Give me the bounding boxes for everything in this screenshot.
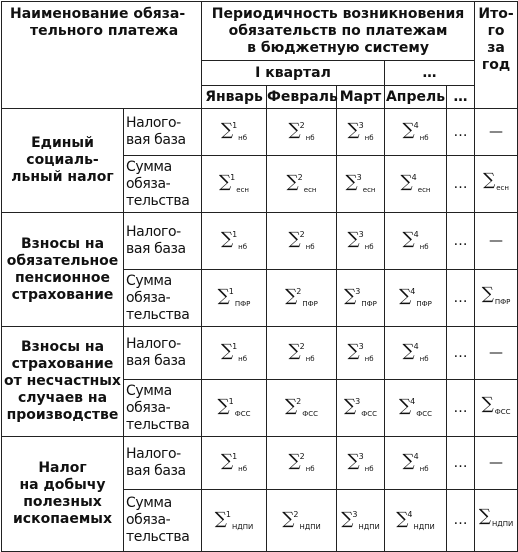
row-label-obligation-line-2: обяза- bbox=[126, 512, 171, 528]
dash-cell: — bbox=[475, 213, 518, 270]
sigma-subscript: нб bbox=[419, 355, 429, 363]
sigma-superscript: 3 bbox=[356, 173, 362, 182]
header-total-line-4: год bbox=[481, 57, 511, 73]
sigma-superscript: 4 bbox=[410, 397, 416, 406]
dash-cell: — bbox=[475, 109, 518, 156]
obligation-sum-1 bbox=[202, 380, 267, 437]
group-name-4-line-1: Налог bbox=[38, 460, 87, 476]
tax-base-sum-1 bbox=[202, 213, 267, 270]
row-label-obligation-line-1: Сумма bbox=[126, 495, 172, 511]
obligation-sum-3 bbox=[337, 156, 385, 213]
group-name-4-line-2: на добычу bbox=[19, 477, 106, 493]
sigma-subscript: ФСС bbox=[416, 410, 433, 418]
header-total-line-1: Ито- bbox=[478, 6, 514, 22]
sigma-subscript: ФСС bbox=[234, 410, 251, 418]
payments-table bbox=[1, 1, 518, 552]
tax-base-sum-2 bbox=[267, 437, 337, 490]
row-label-tax-base bbox=[124, 437, 202, 490]
sigma-superscript: 1 bbox=[225, 509, 232, 519]
sigma-subscript: нб bbox=[419, 243, 429, 251]
sigma-symbol: ∑ bbox=[481, 283, 494, 304]
row-label-obligation bbox=[124, 380, 202, 437]
row-label-obligation-line-2: обяза- bbox=[126, 289, 171, 306]
table-row bbox=[2, 109, 518, 156]
sigma-symbol: ∑ bbox=[288, 229, 301, 249]
row-label-tax-base-line-2: вая база bbox=[126, 463, 186, 479]
obligation-sum-1 bbox=[202, 156, 267, 213]
sigma-superscript: 3 bbox=[358, 230, 364, 239]
tax-base-sum-4 bbox=[385, 437, 447, 490]
sigma-symbol: ∑ bbox=[220, 229, 234, 249]
sigma-superscript: 1 bbox=[232, 452, 238, 461]
sigma-symbol: ∑ bbox=[217, 396, 230, 416]
sigma-subscript: ФСС bbox=[302, 410, 319, 418]
group-name-4-line-4: ископаемых bbox=[13, 511, 112, 527]
sigma-superscript: 1 bbox=[232, 230, 238, 239]
tax-base-sum-2 bbox=[267, 213, 337, 270]
obligation-sum-3 bbox=[337, 490, 385, 552]
sigma-subscript: есн bbox=[236, 186, 249, 194]
row-label-tax-base-line-1: Налого- bbox=[126, 446, 181, 462]
sigma-superscript: 4 bbox=[413, 121, 419, 130]
sigma-superscript: 3 bbox=[352, 509, 358, 519]
ellipsis-cell: … bbox=[447, 380, 475, 437]
tax-base-sum-4 bbox=[385, 327, 447, 380]
sigma-subscript: ПФР bbox=[361, 300, 377, 308]
group-name-4-line-3: полезных bbox=[23, 494, 102, 510]
row-label-tax-base-line-1: Налого- bbox=[126, 115, 181, 131]
sigma-symbol: ∑ bbox=[402, 451, 415, 471]
sigma-superscript: 1 bbox=[232, 342, 238, 351]
row-label-tax-base-line-1: Налого- bbox=[126, 336, 181, 352]
obligation-sum-1 bbox=[202, 270, 267, 327]
row-label-tax-base bbox=[124, 213, 202, 270]
group-name-2-line-2: обязательное bbox=[6, 252, 119, 269]
sigma-superscript: 3 bbox=[358, 342, 364, 351]
sigma-superscript: 2 bbox=[296, 287, 302, 296]
row-label-obligation-line-1: Сумма bbox=[126, 382, 172, 399]
header-periodicity-line-3: в бюджетную систему bbox=[247, 40, 429, 56]
header-name-line-2: тельного платежа bbox=[30, 23, 179, 39]
annual-total-sum bbox=[475, 380, 518, 437]
annual-total-sum bbox=[475, 156, 518, 213]
header-month-jan: Январь bbox=[202, 86, 267, 109]
sigma-symbol: ∑ bbox=[220, 341, 234, 361]
row-label-obligation-line-3: тельства bbox=[126, 416, 190, 433]
obligation-sum-4 bbox=[385, 490, 447, 552]
tax-base-sum-2 bbox=[267, 109, 337, 156]
group-name-2-line-1: Взносы на bbox=[20, 235, 105, 252]
tax-base-sum-1 bbox=[202, 437, 267, 490]
obligation-sum-2 bbox=[267, 490, 337, 552]
group-name-3 bbox=[2, 327, 124, 437]
sigma-superscript: 2 bbox=[299, 342, 305, 351]
group-name-4 bbox=[2, 437, 124, 552]
sigma-symbol: ∑ bbox=[347, 451, 360, 471]
sigma-symbol: ∑ bbox=[288, 451, 301, 471]
tax-base-sum-4 bbox=[385, 109, 447, 156]
sigma-superscript: 3 bbox=[355, 397, 361, 406]
sigma-symbol: ∑ bbox=[343, 396, 357, 416]
sigma-subscript: НДПИ bbox=[413, 522, 435, 531]
sigma-subscript: нб bbox=[364, 465, 374, 473]
sigma-symbol: ∑ bbox=[220, 451, 234, 471]
sigma-symbol: ∑ bbox=[288, 341, 301, 361]
sigma-subscript: ФСС bbox=[361, 410, 378, 418]
ellipsis-cell: … bbox=[447, 109, 475, 156]
header-periodicity bbox=[202, 2, 475, 61]
row-label-obligation bbox=[124, 490, 202, 552]
dash-cell: — bbox=[475, 327, 518, 380]
row-label-obligation-line-3: тельства bbox=[126, 306, 190, 323]
sigma-symbol: ∑ bbox=[219, 172, 232, 192]
tax-base-sum-1 bbox=[202, 109, 267, 156]
tax-base-sum-3 bbox=[337, 109, 385, 156]
table-row bbox=[2, 327, 518, 380]
header-quarter-more: … bbox=[385, 61, 475, 86]
row-label-obligation bbox=[124, 156, 202, 213]
group-name-3-line-3: от несчастных bbox=[4, 373, 121, 389]
row-label-tax-base bbox=[124, 109, 202, 156]
sigma-subscript: нб bbox=[305, 355, 315, 363]
sigma-symbol: ∑ bbox=[285, 286, 298, 306]
group-name-3-line-1: Взносы на bbox=[20, 339, 105, 355]
obligation-sum-1 bbox=[202, 490, 267, 552]
obligation-sum-4 bbox=[385, 270, 447, 327]
sigma-superscript: 4 bbox=[413, 230, 419, 239]
ellipsis-cell: … bbox=[447, 213, 475, 270]
sigma-subscript: есн bbox=[362, 186, 376, 194]
sigma-symbol: ∑ bbox=[399, 286, 412, 306]
row-label-tax-base bbox=[124, 327, 202, 380]
tax-base-sum-4 bbox=[385, 213, 447, 270]
sigma-symbol: ∑ bbox=[398, 396, 412, 416]
sigma-symbol: ∑ bbox=[402, 229, 415, 249]
sigma-subscript: НДПИ bbox=[358, 522, 380, 531]
sigma-symbol: ∑ bbox=[347, 229, 360, 249]
sigma-subscript: есн bbox=[417, 186, 431, 194]
sigma-subscript: НДПИ bbox=[299, 522, 321, 531]
ellipsis-cell: … bbox=[447, 437, 475, 490]
ellipsis-cell: … bbox=[447, 490, 475, 552]
row-label-obligation-line-2: обяза- bbox=[126, 399, 171, 416]
row-label-tax-base-line-1: Налого- bbox=[126, 224, 181, 240]
sigma-symbol: ∑ bbox=[214, 508, 227, 529]
sigma-subscript: нб bbox=[238, 134, 248, 142]
obligation-sum-3 bbox=[337, 270, 385, 327]
group-name-3-line-5: производстве bbox=[6, 407, 119, 423]
sigma-subscript: есн bbox=[303, 186, 317, 194]
tax-base-sum-2 bbox=[267, 327, 337, 380]
sigma-superscript: 2 bbox=[299, 121, 305, 130]
ellipsis-cell: … bbox=[447, 156, 475, 213]
header-periodicity-line-1: Периодичность возникновения bbox=[211, 6, 465, 22]
sigma-symbol: ∑ bbox=[286, 172, 299, 192]
sigma-subscript: нб bbox=[419, 134, 429, 142]
sigma-superscript: 2 bbox=[299, 230, 305, 239]
group-name-2-line-4: страхование bbox=[11, 286, 114, 303]
obligation-sum-3 bbox=[337, 380, 385, 437]
group-name-3-line-4: случаев на bbox=[17, 390, 108, 406]
sigma-symbol: ∑ bbox=[478, 506, 491, 526]
sigma-symbol: ∑ bbox=[217, 286, 230, 306]
sigma-symbol: ∑ bbox=[400, 172, 413, 192]
obligation-sum-2 bbox=[267, 156, 337, 213]
sigma-superscript: 2 bbox=[293, 509, 299, 519]
group-name-3-line-2: страхование bbox=[11, 356, 114, 372]
sigma-symbol: ∑ bbox=[481, 393, 494, 414]
row-label-tax-base-line-2: вая база bbox=[126, 353, 186, 369]
row-label-obligation-line-3: тельства bbox=[126, 529, 190, 545]
obligation-sum-4 bbox=[385, 380, 447, 437]
sigma-subscript: нб bbox=[238, 243, 248, 251]
header-quarter-1: I квартал bbox=[202, 61, 385, 86]
sigma-superscript: 2 bbox=[299, 452, 305, 461]
row-label-obligation-line-1: Сумма bbox=[126, 272, 172, 289]
sigma-symbol: ∑ bbox=[347, 120, 360, 140]
sigma-superscript: 4 bbox=[410, 287, 416, 296]
sigma-symbol: ∑ bbox=[220, 120, 234, 140]
sigma-subscript: нб bbox=[238, 355, 248, 363]
row-label-tax-base-line-2: вая база bbox=[126, 241, 186, 257]
sigma-subscript: ПФР bbox=[494, 297, 511, 306]
group-name-1-line-2: льный налог bbox=[11, 169, 114, 185]
header-total bbox=[475, 2, 518, 109]
sigma-superscript: 4 bbox=[407, 509, 413, 519]
table-row bbox=[2, 437, 518, 490]
sigma-symbol: ∑ bbox=[344, 286, 357, 306]
sigma-subscript: нб bbox=[305, 134, 315, 142]
header-month-mar: Март bbox=[337, 86, 385, 109]
sigma-subscript: нб bbox=[364, 134, 374, 142]
sigma-symbol: ∑ bbox=[483, 169, 496, 190]
obligation-sum-2 bbox=[267, 270, 337, 327]
sigma-superscript: 1 bbox=[228, 287, 234, 296]
row-label-tax-base-line-2: вая база bbox=[126, 132, 186, 148]
sigma-symbol: ∑ bbox=[396, 508, 409, 529]
tax-base-sum-3 bbox=[337, 327, 385, 380]
sigma-superscript: 3 bbox=[358, 452, 364, 461]
sigma-symbol: ∑ bbox=[347, 341, 360, 361]
obligation-sum-4 bbox=[385, 156, 447, 213]
tax-base-sum-3 bbox=[337, 437, 385, 490]
row-label-obligation-line-1: Сумма bbox=[126, 158, 172, 175]
sigma-superscript: 1 bbox=[228, 397, 234, 406]
ellipsis-cell: … bbox=[447, 327, 475, 380]
ellipsis-cell: … bbox=[447, 270, 475, 327]
sigma-subscript: ФСС bbox=[494, 407, 511, 416]
group-name-1 bbox=[2, 109, 124, 213]
sigma-subscript: нб bbox=[364, 243, 374, 251]
sigma-subscript: нб bbox=[238, 465, 248, 473]
sigma-superscript: 3 bbox=[358, 121, 364, 130]
sigma-superscript: 3 bbox=[355, 287, 361, 296]
sigma-subscript: НДПИ bbox=[492, 520, 514, 528]
sigma-superscript: 4 bbox=[413, 342, 419, 351]
tax-base-sum-3 bbox=[337, 213, 385, 270]
annual-total-sum bbox=[475, 270, 518, 327]
sigma-superscript: 4 bbox=[411, 173, 417, 182]
sigma-symbol: ∑ bbox=[402, 341, 415, 361]
header-total-line-2: го bbox=[487, 23, 505, 39]
annual-total-sum bbox=[475, 490, 518, 552]
header-name-cell bbox=[2, 2, 202, 109]
table-row bbox=[2, 213, 518, 270]
tax-base-sum-1 bbox=[202, 327, 267, 380]
row-label-obligation bbox=[124, 270, 202, 327]
sigma-subscript: ПФР bbox=[234, 300, 251, 308]
sigma-subscript: нб bbox=[419, 465, 429, 473]
sigma-subscript: есн bbox=[496, 183, 509, 192]
group-name-2-line-3: пенсионное bbox=[14, 269, 111, 286]
group-name-2 bbox=[2, 213, 124, 327]
sigma-superscript: 1 bbox=[232, 121, 238, 130]
header-month-apr: Апрель bbox=[385, 86, 447, 109]
header-total-line-3: за bbox=[487, 40, 505, 56]
sigma-symbol: ∑ bbox=[345, 172, 358, 192]
sigma-superscript: 2 bbox=[296, 397, 302, 406]
sigma-subscript: ПФР bbox=[416, 300, 432, 308]
sigma-symbol: ∑ bbox=[282, 508, 295, 529]
dash-cell: — bbox=[475, 437, 518, 490]
sigma-subscript: нб bbox=[305, 465, 315, 473]
obligation-sum-2 bbox=[267, 380, 337, 437]
sigma-superscript: 2 bbox=[297, 173, 303, 182]
header-periodicity-line-2: обязательств по платежам bbox=[228, 23, 448, 39]
sigma-subscript: нб bbox=[364, 355, 374, 363]
row-label-obligation-line-3: тельства bbox=[126, 192, 190, 209]
sigma-superscript: 4 bbox=[413, 452, 419, 461]
sigma-symbol: ∑ bbox=[288, 120, 301, 140]
sigma-subscript: НДПИ bbox=[232, 522, 254, 531]
sigma-symbol: ∑ bbox=[402, 120, 415, 140]
header-month-more: … bbox=[447, 86, 475, 109]
sigma-symbol: ∑ bbox=[284, 396, 298, 416]
sigma-superscript: 1 bbox=[230, 173, 236, 182]
row-label-obligation-line-2: обяза- bbox=[126, 175, 171, 192]
header-month-feb: Февраль bbox=[267, 86, 337, 109]
header-name-line-1: Наименование обяза- bbox=[10, 6, 186, 22]
sigma-subscript: нб bbox=[305, 243, 315, 251]
sigma-subscript: ПФР bbox=[302, 300, 318, 308]
sigma-symbol: ∑ bbox=[341, 508, 354, 529]
group-name-1-line-1: Единый социаль- bbox=[26, 135, 99, 168]
